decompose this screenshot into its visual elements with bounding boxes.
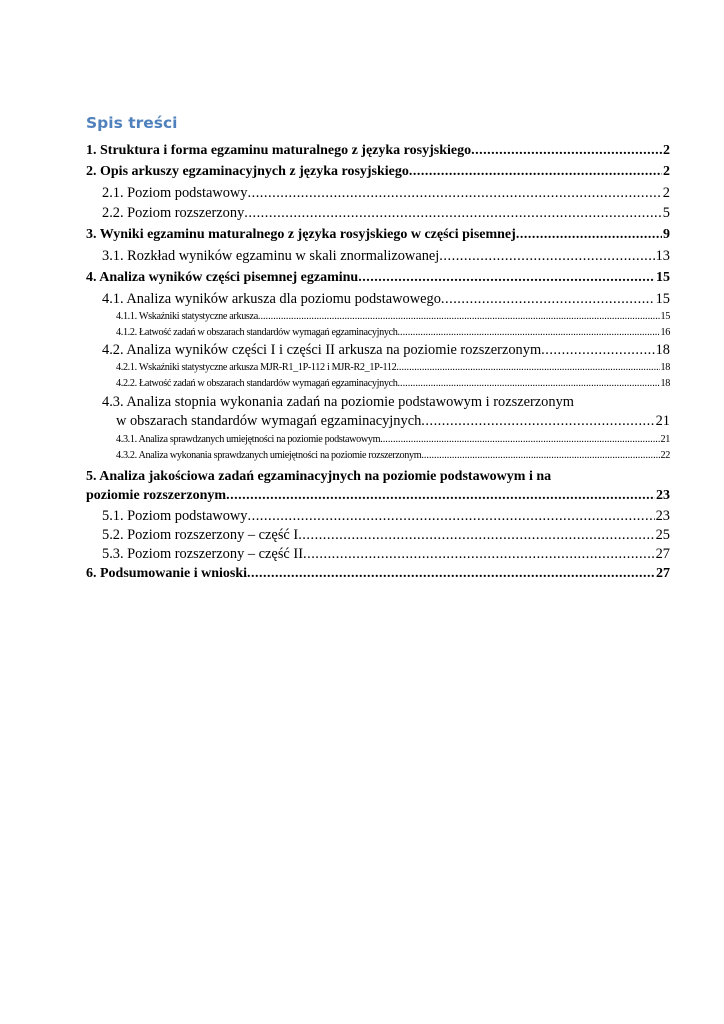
toc-entry-page: 18: [660, 362, 670, 373]
toc-entry-3[interactable]: [86, 227, 670, 243]
toc-leader: [471, 143, 662, 159]
toc-entry-page: 15: [656, 270, 670, 285]
toc-leader: [439, 248, 654, 265]
toc-entry-page: 2: [663, 143, 670, 158]
toc-leader: [421, 450, 659, 461]
toc-entry-page: 2: [662, 185, 670, 201]
toc-entry-page: 2: [663, 164, 670, 179]
toc-leader: [244, 205, 662, 222]
toc-entry-4-1-2[interactable]: [116, 327, 670, 338]
toc-entry-page: 22: [660, 450, 670, 461]
toc-leader: [421, 413, 654, 430]
toc-leader: [358, 270, 655, 286]
toc-entry-5-1[interactable]: [102, 508, 670, 525]
toc-entry-text: w obszarach standardów wymagań egzaminacyjnych: [116, 413, 422, 429]
toc-entry-page: 21: [660, 434, 670, 445]
toc-entry-page: 21: [655, 413, 670, 429]
toc-entry-text: 5.2. Poziom rozszerzony – część I: [102, 527, 299, 543]
toc-entry-page: 27: [656, 566, 670, 581]
toc-entry-page: 25: [655, 527, 670, 543]
toc-leader: [303, 546, 655, 563]
toc-entry-4-3-2[interactable]: [116, 450, 670, 461]
toc-entry-page: 15: [660, 311, 670, 322]
toc-entry-text: 6. Podsumowanie i wnioski: [86, 566, 248, 581]
toc-entry-text: 3. Wyniki egzaminu maturalnego z języka rosyjskiego w części pisemnej: [86, 227, 516, 242]
toc-entry-text: 4.1.2. Łatwość zadań w obszarach standardów wymagań egzaminacyjnych: [116, 327, 398, 338]
toc-entry-text: 4.2.2. Łatwość zadań w obszarach standardów wymagań egzaminacyjnych: [116, 378, 398, 389]
toc-title: Spis treści: [86, 114, 178, 132]
toc-entry-page: 18: [660, 378, 670, 389]
toc-entry-6[interactable]: [86, 566, 670, 582]
toc-entry-text: 4.2. Analiza wyników części I i części II arkusza na poziomie rozszerzonym: [102, 342, 542, 358]
toc-entry-2-1[interactable]: [102, 185, 670, 202]
toc-entry-page: 27: [655, 546, 670, 562]
toc-leader: [380, 434, 659, 445]
toc-entry-4-2-2[interactable]: [116, 378, 670, 389]
toc-entry-2-2[interactable]: [102, 205, 670, 222]
toc-entry-text: 2.2. Poziom rozszerzony: [102, 205, 245, 221]
toc-entry-text: 5.1. Poziom podstawowy: [102, 508, 248, 524]
toc-leader: [516, 227, 662, 243]
toc-entry-page: 5: [662, 205, 670, 221]
toc-entry-1[interactable]: [86, 143, 670, 159]
toc-leader: [247, 566, 655, 582]
toc-entry-page: 15: [655, 291, 670, 307]
toc-entry-4[interactable]: [86, 270, 670, 286]
toc-entry-2[interactable]: [86, 164, 670, 180]
toc-entry-text: 5.3. Poziom rozszerzony – część II: [102, 546, 303, 562]
toc-entry-text: 1. Struktura i forma egzaminu maturalnego z języka rosyjskiego: [86, 143, 472, 158]
toc-leader: [441, 291, 655, 308]
toc-entry-text: 4.3.1. Analiza sprawdzanych umiejętności na poziomie podstawowym: [116, 434, 381, 445]
toc-entry-page: 9: [663, 227, 670, 242]
toc-entry-5-2[interactable]: [102, 527, 670, 544]
toc-leader: [396, 362, 659, 373]
toc-entry-page: 23: [656, 488, 670, 503]
toc-entry-4-3-line1[interactable]: 4.3. Analiza stopnia wykonania zadań na poziomie podstawowym i rozszerzonym: [102, 394, 574, 410]
toc-leader: [248, 508, 655, 525]
toc-entry-4-3[interactable]: [116, 413, 670, 430]
toc-entry-5[interactable]: [86, 488, 670, 504]
toc-leader: [409, 164, 662, 180]
toc-entry-text: 4.1. Analiza wyników arkusza dla poziomu podstawowego: [102, 291, 441, 307]
toc-entry-page: 23: [655, 508, 670, 524]
toc-leader: [258, 311, 660, 322]
toc-entry-5-3[interactable]: [102, 546, 670, 563]
toc-entry-page: 13: [655, 248, 670, 264]
toc-entry-text: 2. Opis arkuszy egzaminacyjnych z języka rosyjskiego: [86, 164, 409, 179]
toc-leader: [398, 327, 660, 338]
toc-entry-text: 4. Analiza wyników części pisemnej egzaminu: [86, 270, 359, 285]
toc-entry-text: 2.1. Poziom podstawowy: [102, 185, 248, 201]
toc-entry-4-1[interactable]: [102, 291, 670, 308]
toc-entry-text: 4.1.1. Wskaźniki statystyczne arkusza: [116, 311, 258, 322]
toc-leader: [226, 488, 655, 504]
toc-entry-4-1-1[interactable]: [116, 311, 670, 322]
toc-entry-4-3-1[interactable]: [116, 434, 670, 445]
toc-entry-text: 3.1. Rozkład wyników egzaminu w skali znormalizowanej: [102, 248, 440, 264]
toc-entry-page: 16: [660, 327, 670, 338]
toc-entry-4-2-1[interactable]: [116, 362, 670, 373]
toc-entry-5-line1[interactable]: 5. Analiza jakościowa zadań egzaminacyjnych na poziomie podstawowym i na: [86, 469, 552, 484]
toc-entry-text: poziomie rozszerzonym: [86, 488, 227, 503]
toc-leader: [398, 378, 660, 389]
toc-leader: [248, 185, 662, 202]
toc-entry-page: 18: [655, 342, 670, 358]
toc-entry-3-1[interactable]: [102, 248, 670, 265]
toc-entry-4-2[interactable]: [102, 342, 670, 359]
toc-leader: [541, 342, 654, 359]
toc-entry-text: 4.2.1. Wskaźniki statystyczne arkusza MJR-R1_1P-112 i MJR-R2_1P-112: [116, 362, 397, 373]
toc-leader: [298, 527, 654, 544]
toc-entry-text: 4.3.2. Analiza wykonania sprawdzanych umiejętności na poziomie rozszerzonym: [116, 450, 422, 461]
